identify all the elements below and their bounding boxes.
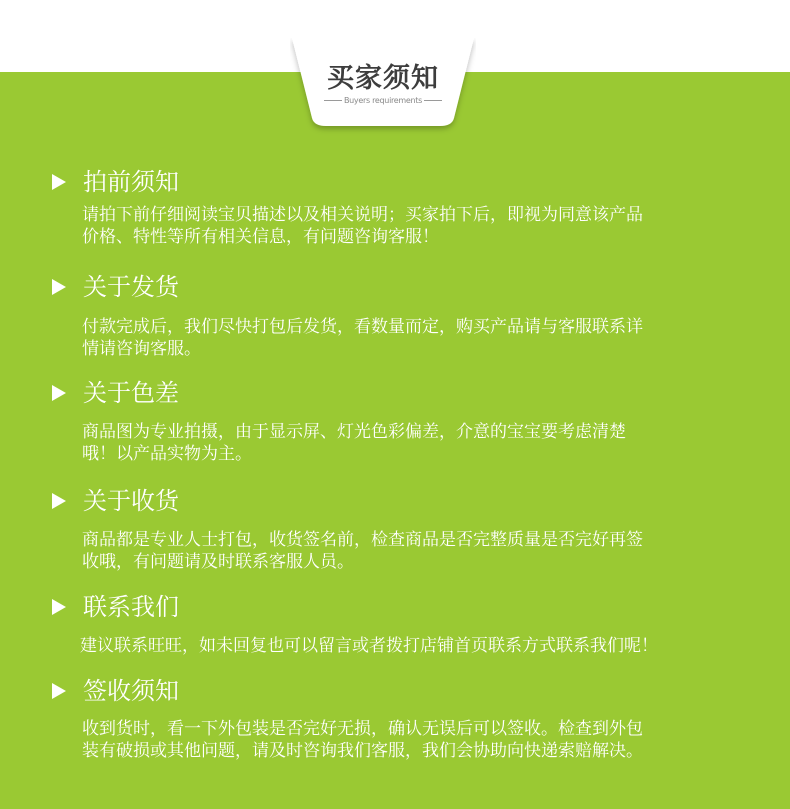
page-title: 买家须知 <box>327 63 439 94</box>
section-title: 签收须知 <box>83 677 179 705</box>
header-badge <box>290 38 476 136</box>
subtitle-text: Buyers requirements <box>343 96 423 105</box>
section-title: 关于发货 <box>83 273 179 301</box>
triangle-right-icon <box>52 385 66 401</box>
triangle-right-icon <box>52 493 66 509</box>
triangle-right-icon <box>52 683 66 699</box>
triangle-right-icon <box>52 174 66 190</box>
section-title: 关于收货 <box>83 487 179 515</box>
page-subtitle <box>290 96 476 105</box>
triangle-right-icon <box>52 599 66 615</box>
section-title: 拍前须知 <box>83 168 179 196</box>
section-title: 关于色差 <box>83 379 179 407</box>
subtitle-rule-left <box>324 100 342 101</box>
subtitle-rule-right <box>424 100 442 101</box>
triangle-right-icon <box>52 279 66 295</box>
section-title: 联系我们 <box>83 593 179 621</box>
section-body: 建议联系旺旺，如未回复也可以留言或者拨打店铺首页联系方式联系我们呢！ <box>80 636 658 656</box>
section-body: 收到货时，看一下外包装是否完好无损，确认无误后可以签收。检查到外包 装有破损或其他问题，请及时咨询我们客服，我们会协助向快递索赔解决。 <box>82 719 643 761</box>
section-body: 请拍下前仔细阅读宝贝描述以及相关说明；买家拍下后，即视为同意该产品 价格、特性等所有相关信息，有问题咨询客服！ <box>82 205 643 247</box>
section-body: 付款完成后，我们尽快打包后发货，看数量而定，购买产品请与客服联系详 情请咨询客服。 <box>82 317 643 359</box>
section-body: 商品图为专业拍摄，由于显示屏、灯光色彩偏差，介意的宝宝要考虑清楚 哦！以产品实物为主。 <box>82 422 626 464</box>
section-body: 商品都是专业人士打包，收货签名前，检查商品是否完整质量是否完好再签 收哦，有问题请及时联系客服人员。 <box>82 530 643 572</box>
